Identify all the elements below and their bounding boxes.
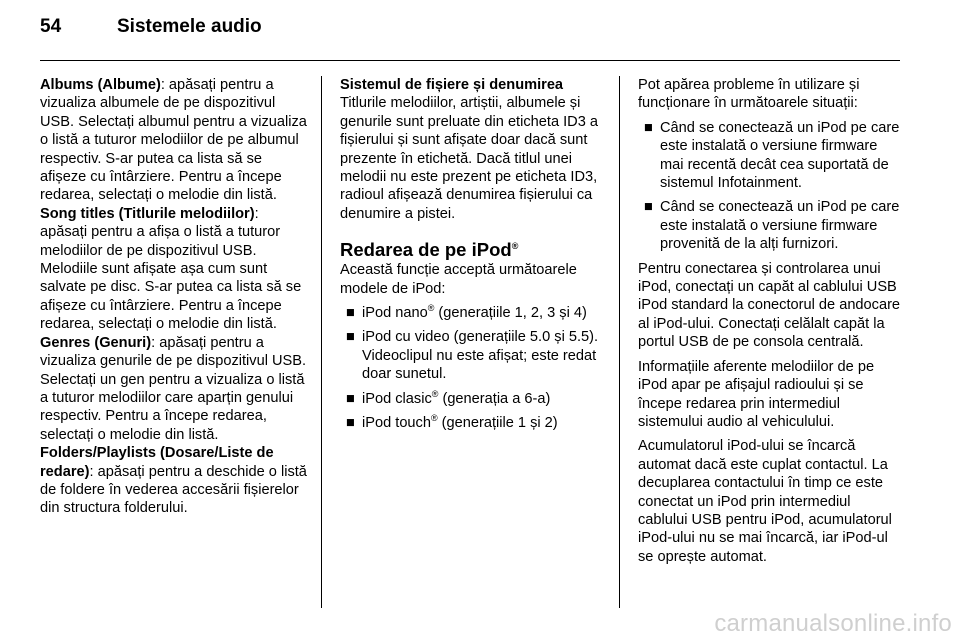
songs-term: Song titles (Titlurile melodiilor) <box>40 205 255 222</box>
registered-mark: ® <box>431 388 439 399</box>
filesystem-heading: Sistemul de fișiere și denumirea <box>340 77 564 93</box>
model-touch-gen: (generațiile 1 și 2) <box>437 415 558 432</box>
list-item <box>638 198 904 253</box>
model-classic-gen: (generația a 6-a) <box>438 390 551 407</box>
list-item <box>340 304 608 322</box>
bullet-icon: ■ <box>644 119 653 136</box>
header-divider <box>40 60 900 61</box>
bullet-icon: ■ <box>346 415 355 432</box>
genres-paragraph <box>40 334 308 444</box>
model-touch: iPod touch <box>362 415 431 432</box>
model-video: iPod cu video (generațiile 5.0 și 5.5). Videoclipul nu este afișat; este redat doar sunetul. <box>362 329 599 383</box>
watermark: carmanualsonline.info <box>714 610 952 637</box>
filesystem-text: Titlurile melodiilor, artiștii, albumele și genurile sunt preluate din eticheta ID3 a fișierului și sunt afișate doar dacă sunt prezente în etichetă. Dacă titlul unei melodii nu este prezent pe eticheta ID3, radioul afișează denumirea fișierului ca denumire a pistei. <box>340 95 598 222</box>
bullet-icon: ■ <box>644 199 653 216</box>
albums-text: : apăsați pentru a vizualiza albumele de pe dispozitivul USB. Selectați albumul pentru a vizualiza o listă a tuturor melodiilor de pe albumul respectiv. S-ar putea ca lista să se afișeze cu întârziere. Pentru a începe redarea, selectați o melodie din listă. <box>40 77 307 204</box>
genres-term: Genres (Genuri) <box>40 334 152 351</box>
genres-text: : apăsați pentru a vizualiza genurile de pe dispozitivul USB. Selectați un gen pentru a vizualiza o listă a tuturor melodiilor care aparțin genului respectiv. Pentru a începe redarea, selectați o melodie din listă. <box>40 334 307 443</box>
bullet-icon: ■ <box>346 305 355 322</box>
column-divider-2 <box>619 76 620 608</box>
info-paragraph: Informațiile aferente melodiilor de pe iPod apar pe afișajul radioului și se începe redarea prin intermediul sistemului audio al vehiculului. <box>638 358 875 430</box>
model-nano: iPod nano <box>362 305 428 322</box>
folders-paragraph <box>40 444 308 518</box>
folders-text: : apăsați pentru a deschide o listă de foldere în vederea accesării fișierelor din structura folderului. <box>40 463 307 517</box>
column-divider-1 <box>321 76 322 608</box>
list-item <box>638 119 904 193</box>
problems-list <box>638 119 904 254</box>
ipod-heading-text: Redarea de pe iPod <box>340 239 512 261</box>
model-classic: iPod clasic <box>362 390 432 407</box>
connect-paragraph: Pentru conectarea și controlarea unui iPod, conectați un capăt al cablului USB iPod standard la conectorul de andocare al iPod-ului. Conectați celălalt capăt la portul USB de pe consola centrală. <box>638 260 901 351</box>
songs-paragraph <box>40 205 308 334</box>
registered-mark: ® <box>511 241 519 252</box>
songs-text: : apăsați pentru a afișa o listă a tuturor melodiilor de pe dispozitivul USB. Melodiile sunt afișate așa cum sunt salvate pe disc. S-ar putea ca lista să se afișeze cu întârziere. Pentru a începe redarea, selectați o melodie din listă. <box>40 205 302 333</box>
column-2 <box>340 76 608 433</box>
list-item <box>340 414 608 432</box>
column-1 <box>40 76 308 518</box>
problems-intro: Pot apărea probleme în utilizare și funcționare în următoarele situații: <box>638 77 860 112</box>
model-nano-gen: (generațiile 1, 2, 3 și 4) <box>434 305 587 322</box>
albums-paragraph <box>40 76 308 205</box>
list-item <box>340 328 608 383</box>
ipod-intro: Această funcție acceptă următoarele modele de iPod: <box>340 262 577 297</box>
problem-1: Când se conectează un iPod pe care este instalată o versiune firmware mai recentă decât cea suportată de sistemul Infotainment. <box>660 119 900 192</box>
bullet-icon: ■ <box>346 390 355 407</box>
folders-term: Folders/Playlists (Dosare/Liste de redare) <box>40 445 274 480</box>
page-number: 54 <box>40 16 62 37</box>
column-3 <box>638 76 904 566</box>
ipod-heading <box>340 239 608 261</box>
ipod-models-list <box>340 304 608 432</box>
problem-2: Când se conectează un iPod pe care este instalată o versiune firmware provenită de la alți furnizori. <box>660 199 900 253</box>
page-title: Sistemele audio <box>117 16 262 37</box>
page-header <box>40 16 262 48</box>
albums-term: Albums (Albume) <box>40 77 161 93</box>
bullet-icon: ■ <box>346 329 355 346</box>
battery-paragraph: Acumulatorul iPod-ului se încarcă automat dacă este cuplat contactul. La decuplarea contactului în timp ce este conectat un iPod prin intermediul cablului USB pentru iPod, acumulatorul iPod-ului nu se mai încarcă, iar iPod-ul se oprește automat. <box>638 438 892 565</box>
registered-mark: ® <box>427 303 435 314</box>
list-item <box>340 390 608 408</box>
registered-mark: ® <box>430 413 438 424</box>
